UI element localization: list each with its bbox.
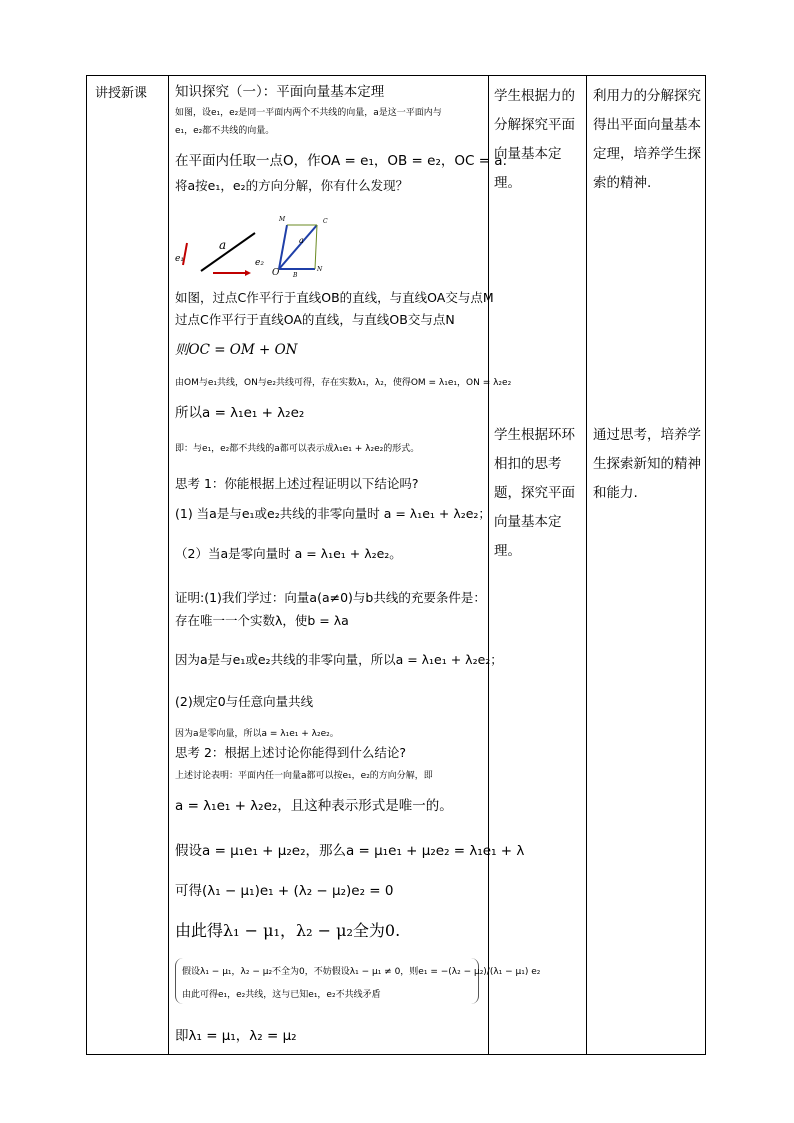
desc-line-1: 如图，过点C作平行于直线OB的直线，与直线OA交与点M xyxy=(175,290,494,305)
proof-line-1: 证明:(1)我们学过：向量a(a≠0)与b共线的充要条件是： xyxy=(175,590,486,605)
a-arrow xyxy=(201,233,255,271)
fig-label-C: C xyxy=(323,218,328,225)
fig-label-N: N xyxy=(317,266,323,273)
design-intent-1: 利用力的分解探究得出平面向量基本定理，培养学生探索的精神. xyxy=(593,88,701,191)
equation-oc: 则OC = OM + ON xyxy=(175,342,298,358)
note-line-1: 即：与e₁，e₂都不共线的a都可以表示成λ₁e₁ + λ₂e₂的形式。 xyxy=(175,444,420,454)
think-2: 思考 2：根据上述讨论你能得到什么结论? xyxy=(175,745,407,760)
case-2: （2）当a是零向量时 a = λ₁e₁ + λ₂e₂。 xyxy=(175,546,402,561)
student-activity-2: 学生根据环环相扣的思考题，探究平面向量基本定理。 xyxy=(494,427,575,559)
design-intent-cell xyxy=(587,76,707,1054)
fig-label-e1: e₁ xyxy=(175,254,184,264)
section-label-cell xyxy=(87,76,169,1054)
fig-label-O: O xyxy=(272,268,280,278)
derive-line: 可得(λ₁ − μ₁)e₁ + (λ₂ − μ₂)e₂ = 0 xyxy=(175,883,394,899)
step-line-1: 在平面内任取一点O，作OA = e₁，OB = e₂，OC = a. xyxy=(175,153,507,169)
proof-line-5: 因为a是零向量，所以a = λ₁e₁ + λ₂e₂。 xyxy=(175,729,339,739)
contradiction-note-box xyxy=(175,958,541,1004)
fig-label-e2: e₂ xyxy=(255,258,264,268)
conclude-line: 由此得λ₁ − μ₁，λ₂ − μ₂全为0. xyxy=(175,921,401,940)
box-line-1: 假设λ₁ − μ₁，λ₂ − μ₂不全为0，不妨假设λ₁ − μ₁ ≠ 0，则e₁ = −(λ₂ − μ₂)/(λ₁ − μ₁) e₂ xyxy=(182,967,541,977)
small-note-1: 由OM与e₁共线，ON与e₂共线可得，存在实数λ₁，λ₂，使得OM = λ₁e₁，ON = λ₂e₂ xyxy=(175,378,512,388)
fig-label-B: B xyxy=(293,272,298,279)
parallel-line-n xyxy=(315,225,317,269)
step-line-2: 将a按e₁，e₂的方向分解，你有什么发现？ xyxy=(175,178,409,193)
lesson-table xyxy=(86,75,706,1055)
oc-vector xyxy=(279,225,317,269)
case-1: (1) 当a是与e₁或e₂共线的非零向量时 a = λ₁e₁ + λ₂e₂； xyxy=(175,506,491,521)
equation-a: 所以a = λ₁e₁ + λ₂e₂ xyxy=(175,405,305,421)
assume-line: 假设a = μ₁e₁ + μ₂e₂，那么a = μ₁e₁ + μ₂e₂ = λ₁e₁ + λ xyxy=(175,843,525,859)
fig-label-a2: a xyxy=(299,236,304,245)
student-activity-1: 学生根据力的分解探究平面向量基本定理。 xyxy=(494,88,575,191)
vector-figure xyxy=(175,209,365,279)
proof-line-3: 因为a是与e₁或e₂共线的非零向量，所以a = λ₁e₁ + λ₂e₂； xyxy=(175,652,503,667)
proof-line-2: 存在唯一一个实数λ，使b = λa xyxy=(175,613,349,628)
fig-label-a: a xyxy=(219,238,227,252)
box-line-2: 由此可得e₁，e₂共线，这与已知e₁，e₂不共线矛盾 xyxy=(182,990,381,1000)
student-activity-cell xyxy=(489,76,587,1054)
intro-line-2: e₁，e₂都不共线的向量。 xyxy=(175,126,275,136)
section-label: 讲授新课 xyxy=(95,86,148,101)
design-intent-2: 通过思考，培养学生探索新知的精神和能力. xyxy=(593,427,701,501)
e2-arrowhead xyxy=(245,270,251,276)
heading: 知识探究（一）：平面向量基本定理 xyxy=(175,84,385,100)
proof-line-4: (2)规定0与任意向量共线 xyxy=(175,694,314,709)
think-1: 思考 1：你能根据上述过程证明以下结论吗? xyxy=(175,476,419,491)
final-line: 即λ₁ = μ₁，λ₂ = μ₂ xyxy=(175,1028,297,1044)
summary-line-1: 上述讨论表明：平面内任一向量a都可以按e₁，e₂的方向分解，即 xyxy=(175,771,433,781)
desc-line-2: 过点C作平行于直线OA的直线，与直线OB交与点N xyxy=(175,312,455,327)
fig-label-M: M xyxy=(279,216,286,223)
intro-line-1: 如图，设e₁，e₂是同一平面内两个不共线的向量，a是这一平面内与 xyxy=(175,108,442,118)
summary-line-2: a = λ₁e₁ + λ₂e₂，且这种表示形式是唯一的。 xyxy=(175,798,453,814)
